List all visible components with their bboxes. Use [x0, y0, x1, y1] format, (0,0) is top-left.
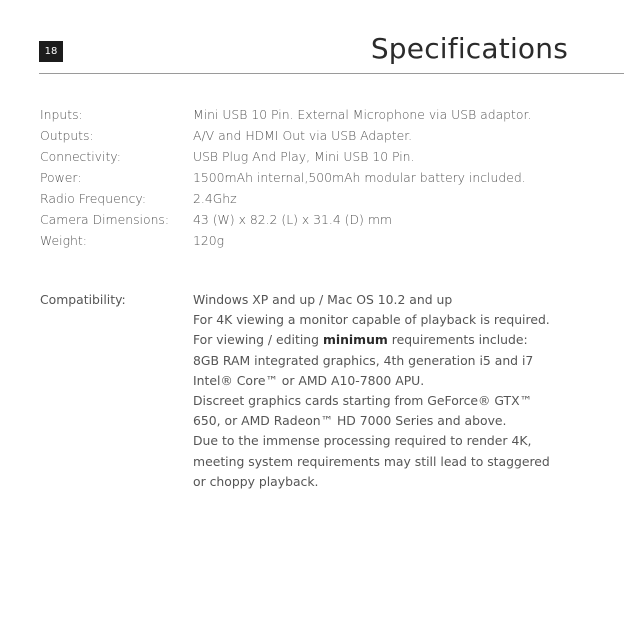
- spec-row-weight: [40, 230, 580, 251]
- spec-label: Weight:: [40, 233, 87, 248]
- gpu-requirement-line-1: Discreet graphics cards starting from GeForce® GTX™: [193, 393, 532, 409]
- compatibility-label: Compatibility:: [40, 292, 126, 307]
- spec-label: Radio Frequency:: [40, 191, 147, 206]
- header-divider: [39, 73, 624, 74]
- spec-row-outputs: [40, 125, 580, 146]
- spec-label: Connectivity:: [40, 149, 121, 164]
- page-number-badge: 18: [39, 41, 63, 62]
- minimum-requirements-intro: [193, 330, 573, 350]
- page-title: Specifications: [370, 32, 568, 65]
- spec-value: Mini USB 10 Pin. External Microphone via USB adaptor.: [193, 107, 532, 122]
- min-req-emphasis: minimum: [322, 332, 388, 348]
- os-requirement: Windows XP and up / Mac OS 10.2 and up: [193, 292, 453, 307]
- spec-value: 120g: [193, 233, 225, 248]
- min-req-prefix: For viewing / editing: [193, 332, 323, 348]
- spec-row-power: [40, 167, 580, 188]
- spec-row-inputs: [40, 104, 580, 125]
- min-req-suffix: requirements include:: [387, 332, 528, 348]
- gpu-requirement-line-2: 650, or AMD Radeon™ HD 7000 Series and above.: [193, 413, 507, 429]
- cpu-requirement-line-2: Intel® Core™ or AMD A10-7800 APU.: [193, 372, 425, 388]
- spec-value: A/V and HDMI Out via USB Adapter.: [193, 128, 413, 143]
- spec-label: Camera Dimensions:: [40, 212, 170, 227]
- spec-label: Inputs:: [40, 107, 83, 122]
- spec-table: [40, 104, 580, 251]
- cpu-requirement-line-1: 8GB RAM integrated graphics, 4th generation i5 and i7: [193, 352, 534, 368]
- spec-value: 1500mAh internal,500mAh modular battery included.: [193, 170, 526, 185]
- 4k-requirement: For 4K viewing a monitor capable of playback is required.: [193, 312, 550, 328]
- compatibility-section: [40, 290, 600, 492]
- playback-note-line-1: Due to the immense processing required to render 4K,: [193, 433, 532, 449]
- spec-value: 2.4Ghz: [193, 191, 237, 206]
- spec-value: USB Plug And Play, Mini USB 10 Pin.: [193, 149, 415, 164]
- spec-row-radio-frequency: [40, 188, 580, 209]
- spec-label: Power:: [40, 170, 82, 185]
- spec-value: 43 (W) x 82.2 (L) x 31.4 (D) mm: [193, 212, 392, 227]
- spec-label: Outputs:: [40, 128, 94, 143]
- playback-note-line-2: meeting system requirements may still lead to staggered: [193, 453, 550, 469]
- compatibility-body: [193, 290, 573, 492]
- playback-note-line-3: or choppy playback.: [193, 473, 319, 489]
- spec-row-connectivity: [40, 146, 580, 167]
- spec-row-camera-dimensions: [40, 209, 580, 230]
